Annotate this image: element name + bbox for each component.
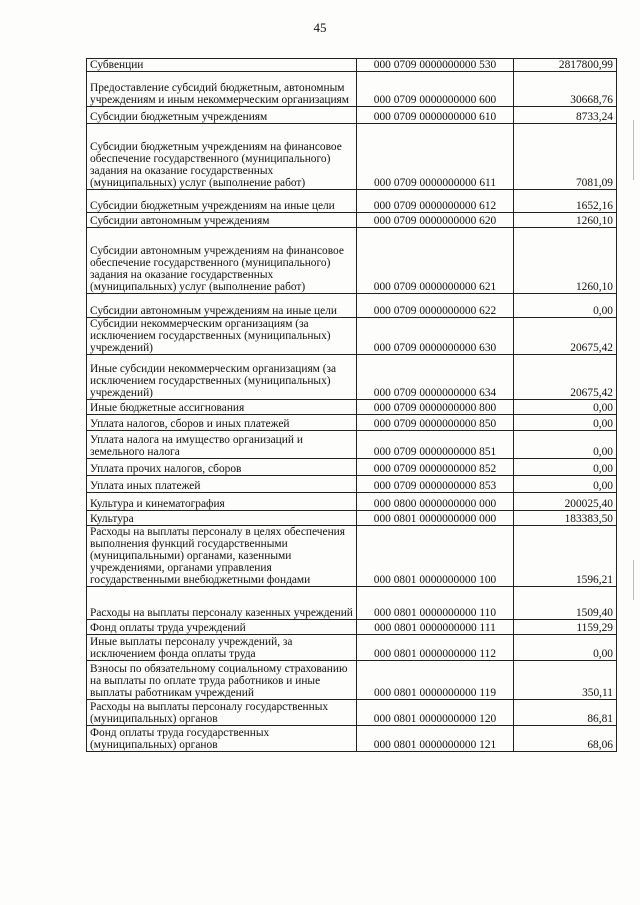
row-name: Фонд оплаты труда государственных (муниципальных) органов [87, 726, 357, 752]
row-code: 000 0709 0000000000 800 [357, 400, 514, 415]
row-code: 000 0709 0000000000 853 [357, 476, 514, 493]
row-name: Уплата иных платежей [87, 476, 357, 493]
row-amount: 20675,42 [514, 318, 617, 355]
row-code: 000 0801 0000000000 000 [357, 511, 514, 526]
row-code: 000 0709 0000000000 610 [357, 107, 514, 124]
row-code: 000 0709 0000000000 621 [357, 228, 514, 294]
row-amount: 68,06 [514, 726, 617, 752]
row-amount: 86,81 [514, 700, 617, 726]
row-name: Субсидии некоммерческим организациям (за исключением государственных (муниципальных) учреждений) [87, 318, 357, 355]
row-amount: 1509,40 [514, 587, 617, 620]
budget-table-body [87, 59, 617, 752]
row-name: Культура и кинематография [87, 493, 357, 511]
row-amount: 8733,24 [514, 107, 617, 124]
row-code: 000 0801 0000000000 111 [357, 620, 514, 635]
row-amount: 200025,40 [514, 493, 617, 511]
table-row [87, 318, 617, 355]
row-name: Взносы по обязательному социальному страхованию на выплаты по оплате труда работников и иные выплаты работникам учреждений [87, 661, 357, 700]
row-name: Субсидии бюджетным учреждениям на иные цели [87, 190, 357, 213]
row-amount: 0,00 [514, 294, 617, 318]
row-amount: 350,11 [514, 661, 617, 700]
table-row [87, 400, 617, 415]
row-name: Иные субсидии некоммерческим организациям (за исключением государственных (муниципальных) учреждений) [87, 355, 357, 400]
row-amount: 0,00 [514, 459, 617, 476]
table-row [87, 213, 617, 228]
row-amount: 7081,09 [514, 124, 617, 190]
row-name: Субсидии автономным учреждениям на иные цели [87, 294, 357, 318]
table-row [87, 493, 617, 511]
table-row [87, 431, 617, 459]
row-amount: 1596,21 [514, 526, 617, 587]
table-row [87, 124, 617, 190]
row-amount: 1159,29 [514, 620, 617, 635]
row-amount: 1260,10 [514, 213, 617, 228]
row-name: Субсидии бюджетным учреждениям [87, 107, 357, 124]
row-name: Расходы на выплаты персоналу в целях обеспечения выполнения функций государственными (муниципальными) органами, казенными учреждениями, органами управления государственными внебюджетными фондами [87, 526, 357, 587]
row-amount: 183383,50 [514, 511, 617, 526]
row-amount: 2817800,99 [514, 59, 617, 72]
row-name: Иные бюджетные ассигнования [87, 400, 357, 415]
row-name: Субсидии автономным учреждениям [87, 213, 357, 228]
table-row [87, 635, 617, 661]
row-name: Субсидии бюджетным учреждениям на финансовое обеспечение государственного (муниципального) задания на оказание государственных (муниципальных) услуг (выполнение работ) [87, 124, 357, 190]
row-code: 000 0801 0000000000 121 [357, 726, 514, 752]
row-code: 000 0709 0000000000 611 [357, 124, 514, 190]
row-amount: 30668,76 [514, 72, 617, 107]
table-row [87, 228, 617, 294]
scan-edge-mark [633, 120, 634, 180]
scan-edge-mark [633, 560, 634, 600]
row-name: Субсидии автономным учреждениям на финансовое обеспечение государственного (муниципального) задания на оказание государственных (муниципальных) услуг (выполнение работ) [87, 228, 357, 294]
page-number: 45 [313, 20, 327, 35]
row-code: 000 0709 0000000000 530 [357, 59, 514, 72]
row-name: Фонд оплаты труда учреждений [87, 620, 357, 635]
row-code: 000 0709 0000000000 851 [357, 431, 514, 459]
row-amount: 20675,42 [514, 355, 617, 400]
table-row [87, 511, 617, 526]
row-name: Культура [87, 511, 357, 526]
table-row [87, 59, 617, 72]
row-name: Расходы на выплаты персоналу казенных учреждений [87, 587, 357, 620]
row-amount: 0,00 [514, 400, 617, 415]
row-code: 000 0801 0000000000 120 [357, 700, 514, 726]
row-code: 000 0801 0000000000 112 [357, 635, 514, 661]
table-row [87, 526, 617, 587]
row-amount: 0,00 [514, 415, 617, 431]
budget-table [86, 58, 617, 752]
row-name: Уплата прочих налогов, сборов [87, 459, 357, 476]
row-name: Уплата налога на имущество организаций и земельного налога [87, 431, 357, 459]
row-code: 000 0801 0000000000 100 [357, 526, 514, 587]
table-row [87, 107, 617, 124]
row-name: Субвенции [87, 59, 357, 72]
row-name: Расходы на выплаты персоналу государственных (муниципальных) органов [87, 700, 357, 726]
row-code: 000 0709 0000000000 852 [357, 459, 514, 476]
row-amount: 1652,16 [514, 190, 617, 213]
row-code: 000 0709 0000000000 622 [357, 294, 514, 318]
row-name: Предоставление субсидий бюджетным, автономным учреждениям и иным некоммерческим организациям [87, 72, 357, 107]
row-code: 000 0709 0000000000 620 [357, 213, 514, 228]
row-amount: 0,00 [514, 476, 617, 493]
row-name: Иные выплаты персоналу учреждений, за исключением фонда оплаты труда [87, 635, 357, 661]
row-code: 000 0801 0000000000 110 [357, 587, 514, 620]
table-row [87, 726, 617, 752]
table-row [87, 415, 617, 431]
table-row [87, 587, 617, 620]
table-row [87, 190, 617, 213]
row-amount: 1260,10 [514, 228, 617, 294]
table-row [87, 355, 617, 400]
table-row [87, 700, 617, 726]
table-row [87, 661, 617, 700]
row-code: 000 0709 0000000000 630 [357, 318, 514, 355]
row-code: 000 0709 0000000000 850 [357, 415, 514, 431]
table-row [87, 620, 617, 635]
row-code: 000 0709 0000000000 634 [357, 355, 514, 400]
row-code: 000 0709 0000000000 600 [357, 72, 514, 107]
row-code: 000 0801 0000000000 119 [357, 661, 514, 700]
row-name: Уплата налогов, сборов и иных платежей [87, 415, 357, 431]
table-row [87, 476, 617, 493]
row-code: 000 0709 0000000000 612 [357, 190, 514, 213]
row-amount: 0,00 [514, 431, 617, 459]
table-row [87, 72, 617, 107]
table-row [87, 294, 617, 318]
row-code: 000 0800 0000000000 000 [357, 493, 514, 511]
table-row [87, 459, 617, 476]
row-amount: 0,00 [514, 635, 617, 661]
